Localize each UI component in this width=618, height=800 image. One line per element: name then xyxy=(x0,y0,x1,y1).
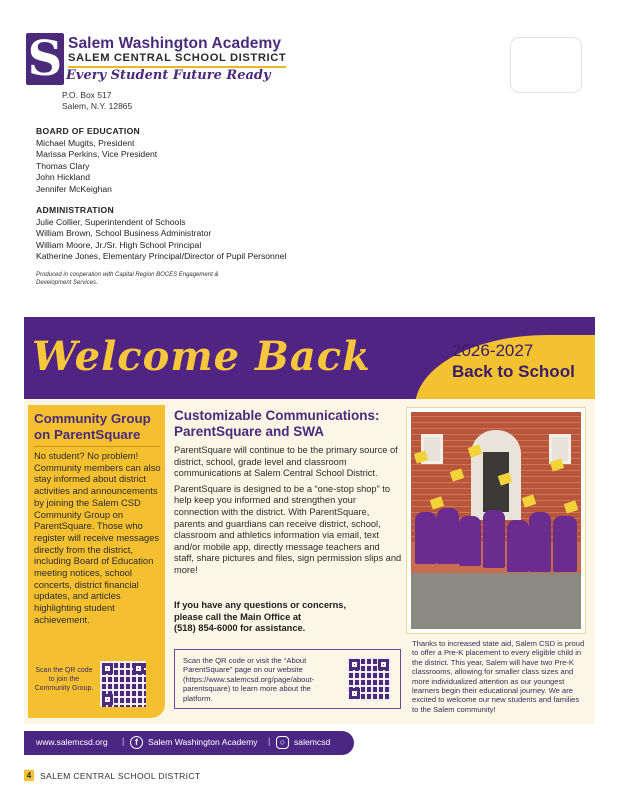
prek-graduates-photo xyxy=(411,412,581,629)
district-logo: S xyxy=(27,31,63,87)
parentsquare-info-box xyxy=(174,649,401,709)
administrator: William Moore, Jr./Sr. High School Principal xyxy=(36,239,202,250)
administration-heading: ADMINISTRATION xyxy=(36,205,115,215)
postage-box xyxy=(510,37,582,93)
administrator: Julie Collier, Superintendent of Schools xyxy=(36,216,186,227)
administrator: William Brown, School Business Administrator xyxy=(36,228,212,239)
page-number: 4 xyxy=(24,770,34,781)
district-name: SALEM CENTRAL SCHOOL DISTRICT xyxy=(68,52,287,64)
qr-finder xyxy=(349,688,360,699)
student-figure xyxy=(437,508,459,564)
communications-paragraph: ParentSquare will continue to be the primary source of district, school, grade level and classroom communications at Salem Central School District. xyxy=(174,445,398,479)
walkway xyxy=(411,573,581,629)
separator: | xyxy=(268,736,271,746)
parentsquare-info-text: Scan the QR code or visit the “About ParentSquare” page on our website (https://www.salemcsd.org/page/about-parentsquare) to learn more about the platform. xyxy=(183,656,315,703)
instagram-link[interactable]: salemcsd xyxy=(294,737,331,747)
contact-callout xyxy=(174,600,402,635)
social-bar xyxy=(24,731,354,755)
qr-finder xyxy=(102,694,113,705)
social-footer xyxy=(24,724,595,762)
community-qr-code[interactable] xyxy=(100,661,146,707)
facebook-icon[interactable]: f xyxy=(130,736,143,749)
panel-body xyxy=(24,399,595,724)
qr-finder xyxy=(349,659,360,670)
school-year: 2026-2027 xyxy=(452,341,534,360)
communications-text xyxy=(174,445,402,581)
contact-line: (518) 854-6000 for assistance. xyxy=(174,623,306,634)
student-figure xyxy=(415,512,437,564)
community-group-title: Community Group on ParentSquare xyxy=(34,411,151,442)
student-figure xyxy=(507,520,529,572)
board-of-education xyxy=(36,126,157,196)
contact-line: If you have any questions or concerns, xyxy=(174,600,347,610)
welcome-heading: Welcome Back xyxy=(32,333,371,380)
community-scan-text: Scan the QR code to join the Community Group. xyxy=(34,667,94,692)
prek-photo-frame xyxy=(406,407,586,634)
instagram-icon[interactable]: ○ xyxy=(276,736,289,749)
board-member: Thomas Clary xyxy=(36,160,90,171)
back-to-school-title: Back to School xyxy=(452,362,575,381)
school-name: Salem Washington Academy xyxy=(68,35,282,52)
administrator: Katherine Jones, Elementary Principal/Director of Pupil Personnel xyxy=(36,251,287,262)
separator: | xyxy=(122,736,125,746)
qr-finder xyxy=(133,663,144,674)
contact-line: please call the Main Office at xyxy=(174,611,302,622)
board-member: Michael Mugits, President xyxy=(36,137,135,148)
administration xyxy=(36,205,286,263)
board-member: Marissa Perkins, Vice President xyxy=(36,149,158,160)
parentsquare-qr-code[interactable] xyxy=(347,657,391,701)
student-figure xyxy=(459,516,481,566)
produced-note: Produced in cooperation with Capital Region BOCES Engagement & Development Services. xyxy=(36,272,219,286)
communications-paragraph: ParentSquare is designed to be a “one-stop shop” to help keep you informed and strengthen your connection with the district. With ParentSquare, parents and guardians can receive district, school, classroom and athletics information via email, text and/or mobile app, directly message teachers and staff, share pictures and files, sign permission slips and more! xyxy=(174,483,402,575)
board-heading: BOARD OF EDUCATION xyxy=(36,126,141,136)
community-group-section xyxy=(28,405,165,718)
board-member: Jennifer McKeighan xyxy=(36,183,112,194)
board-member: John Hickland xyxy=(36,172,90,183)
section-divider xyxy=(34,446,160,447)
mailing-address xyxy=(62,90,132,112)
student-figure xyxy=(553,516,577,572)
qr-finder xyxy=(102,663,113,674)
tagline: Every Student Future Ready xyxy=(66,68,271,83)
welcome-back-panel xyxy=(24,317,595,762)
website-link[interactable]: www.salemcsd.org xyxy=(36,737,108,747)
address-line: Salem, N.Y. 12865 xyxy=(62,101,133,111)
facebook-link[interactable]: Salem Washington Academy xyxy=(148,737,258,747)
qr-finder xyxy=(378,659,389,670)
student-figure xyxy=(483,510,505,568)
community-group-text: No student? No problem! Community members can also stay informed about district activities and announcements by joining the Salem CSD Community Group on ParentSquare. Those who register will receive messages directly from the district, including Board of Education meeting notices, school concerts, district financial updates, and articles highlighting student achievement. xyxy=(34,450,161,625)
address-line: P.O. Box 517 xyxy=(62,90,112,100)
student-figure xyxy=(529,512,551,572)
welcome-banner xyxy=(24,317,595,399)
page-footer-label: SALEM CENTRAL SCHOOL DISTRICT xyxy=(40,771,201,781)
communications-title: Customizable Communications: ParentSquare and SWA xyxy=(174,408,380,439)
prek-caption: Thanks to increased state aid, Salem CSD is proud to offer a Pre-K placement to every eligible child in the district. This year, Salem will have two Pre-K classrooms, allowing for smaller class sizes and more individualized attention as our youngest learners begin their educational journey. We are excited to welcome our new students and families to the Salem community! xyxy=(412,639,585,714)
